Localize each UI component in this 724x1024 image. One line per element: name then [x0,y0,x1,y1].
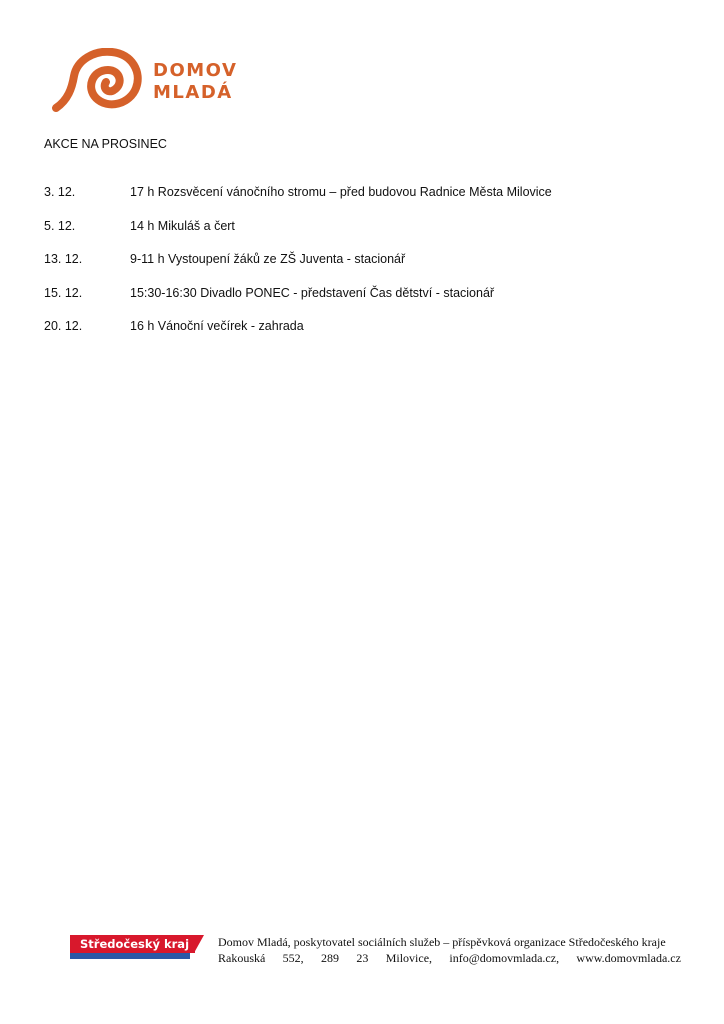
event-description: 15:30-16:30 Divadlo PONEC - představení Čas dětství - stacionář [130,285,495,300]
event-date: 15. 12. [44,285,83,300]
footer-house-number: 552, [282,951,304,965]
events-list [44,184,684,352]
footer-address [218,934,681,966]
region-logo-blue-bar [70,953,190,959]
event-row [44,251,684,285]
event-date: 3. 12. [44,185,76,199]
stredocesky-kraj-logo [70,935,204,960]
logo-line-1: DOMOV [153,60,238,81]
footer-website: www.domovmlada.cz [576,951,681,965]
event-date: 5. 12. [44,218,76,233]
domov-mlada-logo [50,48,240,114]
page-heading: AKCE NA PROSINEC [44,137,167,151]
event-description: 16 h Vánoční večírek - zahrada [130,319,304,334]
event-row [44,184,684,218]
region-logo-wedge-icon [194,935,204,959]
footer-zip-part-1: 289 [321,951,340,965]
logo-line-2: MLADÁ [153,82,233,103]
event-row [44,318,684,352]
spiral-logo-icon [50,48,150,114]
footer-line-1: Domov Mladá, poskytovatel sociálních služeb – příspěvková organizace Středočeského kraje [218,935,666,949]
footer-email: info@domovmlada.cz, [449,951,560,965]
region-logo-label: Středočeský kraj [70,935,195,953]
footer-zip-part-2: 23 [356,951,369,965]
event-date: 20. 12. [44,319,83,334]
footer-city: Milovice, [385,951,433,965]
event-date: 13. 12. [44,252,83,267]
event-row [44,285,684,319]
footer-street: Rakouská [218,951,266,965]
event-row [44,218,684,252]
event-description: 9-11 h Vystoupení žáků ze ZŠ Juventa - stacionář [130,252,406,267]
footer-line-2 [218,950,681,966]
logo-wordmark [153,60,237,104]
event-description: 14 h Mikuláš a čert [130,218,235,233]
event-description: 17 h Rozsvěcení vánočního stromu – před budovou Radnice Města Milovice [130,185,552,199]
